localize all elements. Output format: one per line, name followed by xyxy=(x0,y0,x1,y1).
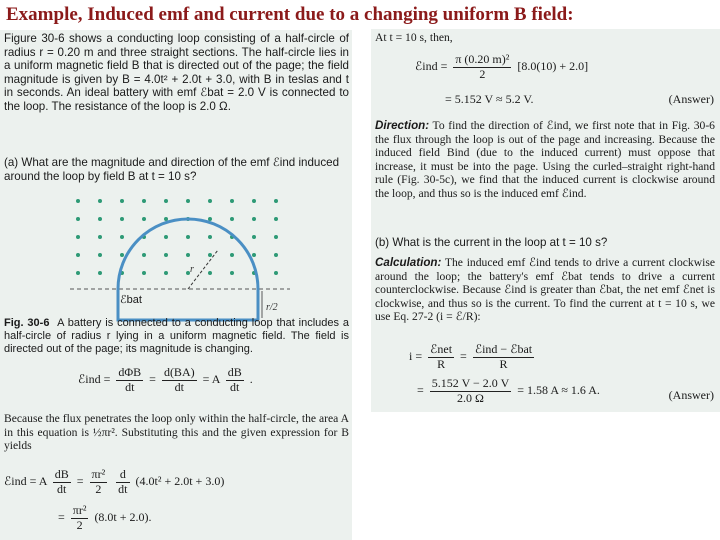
half-radius-label: r/2 xyxy=(266,302,278,313)
equation-4: ℰind = $\frac{\text{π (0.20 m)²}}{2}$ [8.0(10) + 2.0] xyxy=(415,52,589,81)
caption-title: Fig. 30-6 xyxy=(4,317,50,329)
left-text-panel xyxy=(0,30,352,540)
direction-paragraph xyxy=(375,119,715,201)
calculation-paragraph xyxy=(375,256,715,324)
equation-1: ℰind = $\frac{\text{dΦB}}{dt}$ = $\frac{d(BA)}{dt}$ = A $\frac{dB}{dt}$ . xyxy=(78,365,253,394)
at-t10-intro: At t = 10 s, then, xyxy=(375,31,453,44)
battery-label: ℰbat xyxy=(120,294,142,306)
flux-explanation: Because the flux penetrates the loop only within the half-circle, the area A in this equation is ½πr². Substituting this and the given expression for B yields xyxy=(4,412,349,453)
caption-text: A battery is connected to a conducting loop that includes a half-circle of radius r lying in a uniform magnetic field. The field is directed out of the page; its magnitude is changing. xyxy=(4,317,349,355)
problem-statement: Figure 30-6 shows a conducting loop consisting of a half-circle of radius r = 0.20 m and three straight sections. The half-circle lies in a uniform magnetic field B that is directed out of the page; the field magnitude is given by B = 4.0t² + 2.0t + 3.0, with B in teslas and t in seconds. An ideal battery with emf ℰbat = 2.0 V is connected to the loop. The resistance of the loop is 2.0 Ω. xyxy=(4,32,349,113)
calculation-text: The induced emf ℰind tends to drive a current clockwise around the loop; the battery's emf ℰbat tends to drive a current counterclockwise. Because ℰind is greater than ℰbat, the net emf ℰnet is clockwise, and thus so is the current. To find the current at t = 10 s, we use Eq. 27-2 (i = ℰ/R): xyxy=(375,256,715,324)
answer-label-a: (Answer) xyxy=(668,92,714,106)
figure-30-6 xyxy=(40,192,300,313)
part-a-question: (a) What are the magnitude and direction of the emf ℰind induced around the loop by field B at t = 10 s? xyxy=(4,156,340,183)
figure-caption xyxy=(4,317,349,356)
equation-3: = $\frac{\text{πr²}}{2}$ (8.0t + 2.0). xyxy=(58,503,152,532)
equation-5: = 5.152 V ≈ 5.2 V. xyxy=(445,92,534,106)
radius-label: r xyxy=(190,264,194,275)
equation-7: = $\frac{5.152 V - 2.0 V}{2.0 \Omega}$ = 1.58 A ≈ 1.6 A. xyxy=(417,376,600,405)
right-text-panel xyxy=(371,29,720,412)
slide-title: Example, Induced emf and current due to a changing uniform B field: xyxy=(6,4,574,25)
equation-2: ℰind = A $\frac{dB}{dt}$ = $\frac{\text{πr²}}{2}$ $\frac{d}{dt}$ (4.0t² + 2.0t + 3.0) xyxy=(4,467,225,496)
calculation-heading: Calculation: xyxy=(375,256,442,269)
equation-6: i = $\frac{\text{ℰnet}}{R}$ = $\frac{\text{ℰind − ℰbat}}{R}$ xyxy=(409,342,533,371)
field-dots xyxy=(76,199,278,275)
direction-heading: Direction: xyxy=(375,119,430,132)
part-b-question: (b) What is the current in the loop at t = 10 s? xyxy=(375,236,608,249)
answer-label-b: (Answer) xyxy=(668,388,714,402)
direction-text: To find the direction of ℰind, we first note that in Fig. 30-6 the flux through the loop is out of the page and increasing. Because the induced field Bind (due to the induced current) must oppose that increase, it must be into the page. Using the curled–straight right-hand rule (Fig. 30-5c), we find that the induced current is clockwise around the loop, and thus so is the induced emf ℰind. xyxy=(375,119,715,200)
